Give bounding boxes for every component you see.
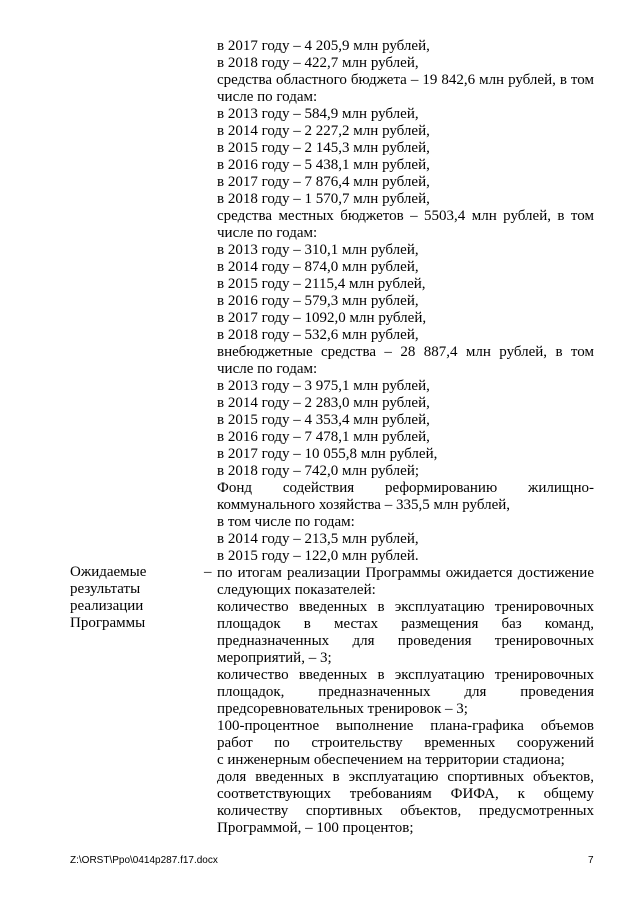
results-line: следующих показателей: bbox=[217, 582, 376, 598]
funding-line: внебюджетные средства – 28 887,4 млн рублей, в том bbox=[217, 344, 594, 360]
funding-line: в 2016 году – 7 478,1 млн рублей, bbox=[217, 429, 430, 445]
funding-line: Фонд содействия реформированию жилищно- bbox=[217, 480, 594, 496]
funding-line: в 2017 году – 1092,0 млн рублей, bbox=[217, 310, 427, 326]
funding-line: в 2013 году – 3 975,1 млн рублей, bbox=[217, 378, 430, 394]
funding-line: в 2016 году – 5 438,1 млн рублей, bbox=[217, 157, 430, 173]
funding-line: числе по годам: bbox=[217, 225, 318, 241]
results-line: площадок в местах размещения баз команд, bbox=[217, 616, 594, 632]
funding-line: в 2018 году – 532,6 млн рублей, bbox=[217, 327, 419, 343]
funding-line: в 2015 году – 4 353,4 млн рублей, bbox=[217, 412, 430, 428]
funding-line: в 2017 году – 4 205,9 млн рублей, bbox=[217, 38, 430, 54]
funding-line: в 2014 году – 2 283,0 млн рублей, bbox=[217, 395, 430, 411]
results-label-line: результаты bbox=[70, 581, 141, 597]
funding-line: в 2017 году – 10 055,8 млн рублей, bbox=[217, 446, 438, 462]
results-label bbox=[70, 564, 210, 632]
funding-line: в 2015 году – 2 145,3 млн рублей, bbox=[217, 140, 430, 156]
results-line: соответствующих требованиям ФИФА, к общему bbox=[217, 786, 594, 802]
results-label-line: Программы bbox=[70, 615, 146, 631]
results-line: 100-процентное выполнение плана-графика объемов bbox=[217, 718, 594, 734]
funding-line: в 2013 году – 584,9 млн рублей, bbox=[217, 106, 419, 122]
footer-page-number: 7 bbox=[588, 855, 594, 866]
results-line: количеству спортивных объектов, предусмотренных bbox=[217, 803, 594, 819]
results-dash: – bbox=[204, 564, 212, 580]
results-line: по итогам реализации Программы ожидается достижение bbox=[217, 565, 594, 581]
funding-line: числе по годам: bbox=[217, 89, 318, 105]
results-label-line: реализации bbox=[70, 598, 144, 614]
footer-file-path: Z:\ORST\Ppo\0414p287.f17.docx bbox=[70, 855, 218, 866]
funding-line: в 2018 году – 742,0 млн рублей; bbox=[217, 463, 420, 479]
funding-line: коммунального хозяйства – 335,5 млн рублей, bbox=[217, 497, 510, 513]
results-line: предназначенных для проведения тренировочных bbox=[217, 633, 594, 649]
funding-line: числе по годам: bbox=[217, 361, 318, 377]
funding-line: в 2018 году – 1 570,7 млн рублей, bbox=[217, 191, 430, 207]
funding-line: в 2014 году – 213,5 млн рублей, bbox=[217, 531, 419, 547]
funding-line: средства местных бюджетов – 5503,4 млн рублей, в том bbox=[217, 208, 594, 224]
funding-line: в 2015 году – 122,0 млн рублей. bbox=[217, 548, 419, 564]
results-line: с инженерным обеспечением на территории стадиона; bbox=[217, 752, 565, 768]
funding-line: в 2014 году – 2 227,2 млн рублей, bbox=[217, 123, 430, 139]
results-line: предсоревновательных тренировок – 3; bbox=[217, 701, 468, 717]
funding-line: в том числе по годам: bbox=[217, 514, 355, 530]
results-line: мероприятий, – 3; bbox=[217, 650, 332, 666]
funding-line: в 2013 году – 310,1 млн рублей, bbox=[217, 242, 419, 258]
results-line: количество введенных в эксплуатацию тренировочных bbox=[217, 599, 594, 615]
funding-line: в 2016 году – 579,3 млн рублей, bbox=[217, 293, 419, 309]
funding-line: в 2014 году – 874,0 млн рублей, bbox=[217, 259, 419, 275]
results-line: доля введенных в эксплуатацию спортивных объектов, bbox=[217, 769, 594, 785]
funding-line: в 2018 году – 422,7 млн рублей, bbox=[217, 55, 419, 71]
funding-line: в 2015 году – 2115,4 млн рублей, bbox=[217, 276, 426, 292]
results-line: Программой, – 100 процентов; bbox=[217, 820, 414, 836]
funding-line: в 2017 году – 7 876,4 млн рублей, bbox=[217, 174, 430, 190]
results-line: количество введенных в эксплуатацию тренировочных bbox=[217, 667, 594, 683]
results-label-line: Ожидаемые bbox=[70, 564, 147, 580]
funding-line: средства областного бюджета – 19 842,6 млн рублей, в том bbox=[217, 72, 594, 88]
results-line: площадок, предназначенных для проведения bbox=[217, 684, 594, 700]
funding-section bbox=[217, 38, 594, 837]
results-line: работ по строительству временных сооружений bbox=[217, 735, 594, 751]
